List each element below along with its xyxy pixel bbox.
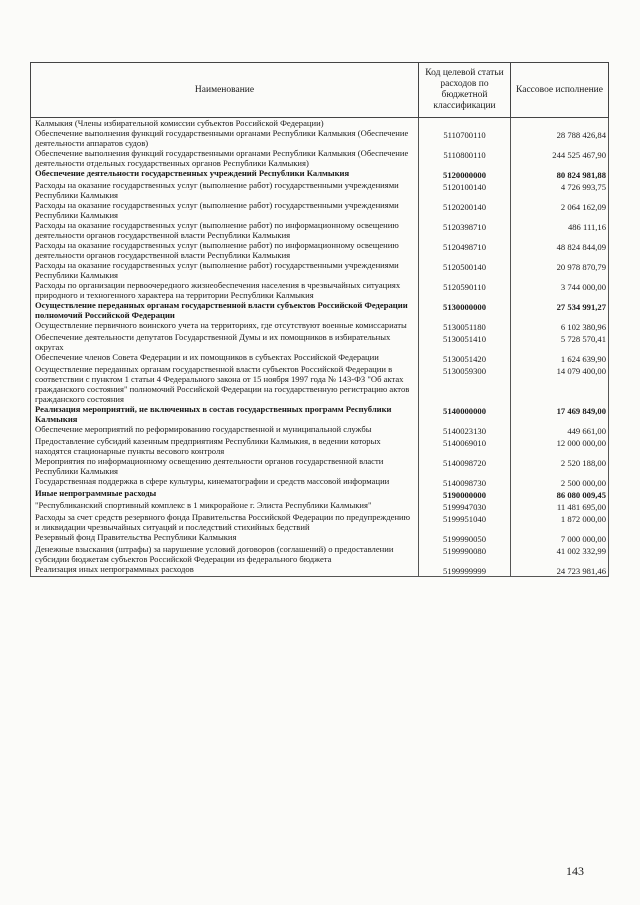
table-row xyxy=(31,148,609,168)
row-name: Осуществление переданных органам государственной власти субъектов Российской Федерации полномочий Российской Федерации xyxy=(31,300,419,320)
row-amount: 2 520 188,00 xyxy=(511,456,609,476)
row-amount xyxy=(511,118,609,129)
row-code: 5110700110 xyxy=(419,128,511,148)
table-row xyxy=(31,476,609,488)
row-amount: 5 728 570,41 xyxy=(511,332,609,352)
row-amount: 48 824 844,09 xyxy=(511,240,609,260)
table-row xyxy=(31,352,609,364)
header-name: Наименование xyxy=(31,63,419,118)
row-code: 5199990050 xyxy=(419,532,511,544)
table-body xyxy=(31,118,609,577)
page-number: 143 xyxy=(566,864,584,878)
row-amount: 486 111,16 xyxy=(511,220,609,240)
row-amount: 11 481 695,00 xyxy=(511,500,609,512)
table-row xyxy=(31,180,609,200)
table-row xyxy=(31,424,609,436)
table-row xyxy=(31,260,609,280)
row-code: 5130051180 xyxy=(419,320,511,332)
row-code: 5120200140 xyxy=(419,200,511,220)
table-header-row xyxy=(31,63,609,118)
table-row xyxy=(31,168,609,180)
row-code: 5140023130 xyxy=(419,424,511,436)
table-row xyxy=(31,320,609,332)
row-name: Расходы по организации первоочередного жизнеобеспечения населения в чрезвычайных ситуациях природного и техногенного характера на территории Республики Калмыкия xyxy=(31,280,419,300)
row-name: Реализация иных непрограммных расходов xyxy=(31,564,419,577)
row-amount: 14 079 400,00 xyxy=(511,364,609,404)
row-name: Калмыкия (Члены избирательной комиссии субъектов Российской Федерации) xyxy=(31,118,419,129)
row-code: 5199999999 xyxy=(419,564,511,577)
row-name: Расходы на оказание государственных услуг (выполнение работ) государственными учреждениями Республики Калмыкия xyxy=(31,180,419,200)
table-row xyxy=(31,488,609,500)
row-code: 5120498710 xyxy=(419,240,511,260)
table-row xyxy=(31,512,609,532)
table-row xyxy=(31,456,609,476)
row-code: 5130059300 xyxy=(419,364,511,404)
row-amount: 20 978 870,79 xyxy=(511,260,609,280)
row-code: 5110800110 xyxy=(419,148,511,168)
row-code: 5199990080 xyxy=(419,544,511,564)
row-code: 5140000000 xyxy=(419,404,511,424)
row-code: 5130000000 xyxy=(419,300,511,320)
row-amount: 17 469 849,00 xyxy=(511,404,609,424)
row-amount: 449 661,00 xyxy=(511,424,609,436)
row-amount: 3 744 000,00 xyxy=(511,280,609,300)
table-row xyxy=(31,532,609,544)
row-code: 5199947030 xyxy=(419,500,511,512)
row-amount: 7 000 000,00 xyxy=(511,532,609,544)
table-row xyxy=(31,564,609,577)
table-row xyxy=(31,240,609,260)
table-row xyxy=(31,436,609,456)
table-row xyxy=(31,118,609,129)
header-amount: Кассовое исполнение xyxy=(511,63,609,118)
row-amount: 80 824 981,88 xyxy=(511,168,609,180)
row-name: Предоставление субсидий казенным предприятиям Республики Калмыкия, в ведении которых находятся стационарные пункты весового контроля xyxy=(31,436,419,456)
row-amount: 27 534 991,27 xyxy=(511,300,609,320)
row-amount: 24 723 981,46 xyxy=(511,564,609,577)
row-name: Обеспечение деятельности депутатов Государственной Думы и их помощников в избирательных округах xyxy=(31,332,419,352)
expenditure-table xyxy=(30,62,609,577)
row-name: Расходы на оказание государственных услуг (выполнение работ) государственными учреждениями Республики Калмыкия xyxy=(31,260,419,280)
row-name: "Республиканский спортивный комплекс в 1 микрорайоне г. Элиста Республики Калмыкия" xyxy=(31,500,419,512)
row-amount: 1 624 639,90 xyxy=(511,352,609,364)
row-name: Обеспечение деятельности государственных учреждений Республики Калмыкия xyxy=(31,168,419,180)
row-code: 5120398710 xyxy=(419,220,511,240)
row-amount: 2 500 000,00 xyxy=(511,476,609,488)
row-amount: 244 525 467,90 xyxy=(511,148,609,168)
row-code: 5120590110 xyxy=(419,280,511,300)
table-row xyxy=(31,364,609,404)
row-name: Мероприятия по информационному освещению деятельности органов государственной власти Республики Калмыкия xyxy=(31,456,419,476)
row-amount: 4 726 993,75 xyxy=(511,180,609,200)
row-code: 5190000000 xyxy=(419,488,511,500)
row-amount: 6 102 380,96 xyxy=(511,320,609,332)
row-name: Обеспечение выполнения функций государственными органами Республики Калмыкия (Обеспечение деятельности отдельных государственных органов Республики Калмыкия) xyxy=(31,148,419,168)
table-row xyxy=(31,200,609,220)
row-name: Реализация мероприятий, не включенных в состав государственных программ Республики Калмыкия xyxy=(31,404,419,424)
table-row xyxy=(31,500,609,512)
row-code: 5140098730 xyxy=(419,476,511,488)
row-code: 5130051410 xyxy=(419,332,511,352)
row-code: 5120100140 xyxy=(419,180,511,200)
table-row xyxy=(31,220,609,240)
table-row xyxy=(31,404,609,424)
row-name: Обеспечение членов Совета Федерации и их помощников в субъектах Российской Федерации xyxy=(31,352,419,364)
row-code: 5140098720 xyxy=(419,456,511,476)
table-row xyxy=(31,300,609,320)
row-code: 5120000000 xyxy=(419,168,511,180)
row-amount: 2 064 162,09 xyxy=(511,200,609,220)
row-name: Расходы на оказание государственных услуг (выполнение работ) государственными учреждениями Республики Калмыкия xyxy=(31,200,419,220)
row-amount: 86 080 009,45 xyxy=(511,488,609,500)
row-name: Обеспечение мероприятий по реформированию государственной и муниципальной службы xyxy=(31,424,419,436)
row-name: Осуществление первичного воинского учета на территориях, где отсутствуют военные комиссариаты xyxy=(31,320,419,332)
row-amount: 28 788 426,84 xyxy=(511,128,609,148)
row-name: Расходы на оказание государственных услуг (выполнение работ) по информационному освещению деятельности органов государственной власти Республики Калмыкия xyxy=(31,240,419,260)
row-amount: 12 000 000,00 xyxy=(511,436,609,456)
row-name: Расходы за счет средств резервного фонда Правительства Российской Федерации по предупреждению и ликвидации чрезвычайных ситуаций и последствий стихийных бедствий xyxy=(31,512,419,532)
budget-document xyxy=(30,62,608,577)
row-name: Осуществление переданных органам государственной власти субъектов Российской Федерации в соответствии с пунктом 1 статьи 4 Федерального закона от 15 ноября 1997 года № 143-ФЗ "Об актах гражданского состояния" полномочий Российской Федерации на государственную регистрацию актов гражданского состояния xyxy=(31,364,419,404)
table-row xyxy=(31,332,609,352)
table-row xyxy=(31,280,609,300)
row-name: Денежные взыскания (штрафы) за нарушение условий договоров (соглашений) о предоставлении субсидии бюджетам субъектов Российской Федерации из федерального бюджета xyxy=(31,544,419,564)
row-amount: 1 872 000,00 xyxy=(511,512,609,532)
row-name: Резервный фонд Правительства Республики Калмыкия xyxy=(31,532,419,544)
row-name: Расходы на оказание государственных услуг (выполнение работ) по информационному освещению деятельности органов государственной власти Республики Калмыкия xyxy=(31,220,419,240)
row-code: 5120500140 xyxy=(419,260,511,280)
header-code: Код целевой статьи расходов по бюджетной классификации xyxy=(419,63,511,118)
row-code xyxy=(419,118,511,129)
row-code: 5199951040 xyxy=(419,512,511,532)
row-name: Обеспечение выполнения функций государственными органами Республики Калмыкия (Обеспечение деятельности аппаратов судов) xyxy=(31,128,419,148)
row-name: Государственная поддержка в сфере культуры, кинематографии и средств массовой информации xyxy=(31,476,419,488)
row-name: Иные непрограммные расходы xyxy=(31,488,419,500)
table-row xyxy=(31,544,609,564)
table-row xyxy=(31,128,609,148)
row-amount: 41 002 332,99 xyxy=(511,544,609,564)
row-code: 5130051420 xyxy=(419,352,511,364)
row-code: 5140069010 xyxy=(419,436,511,456)
